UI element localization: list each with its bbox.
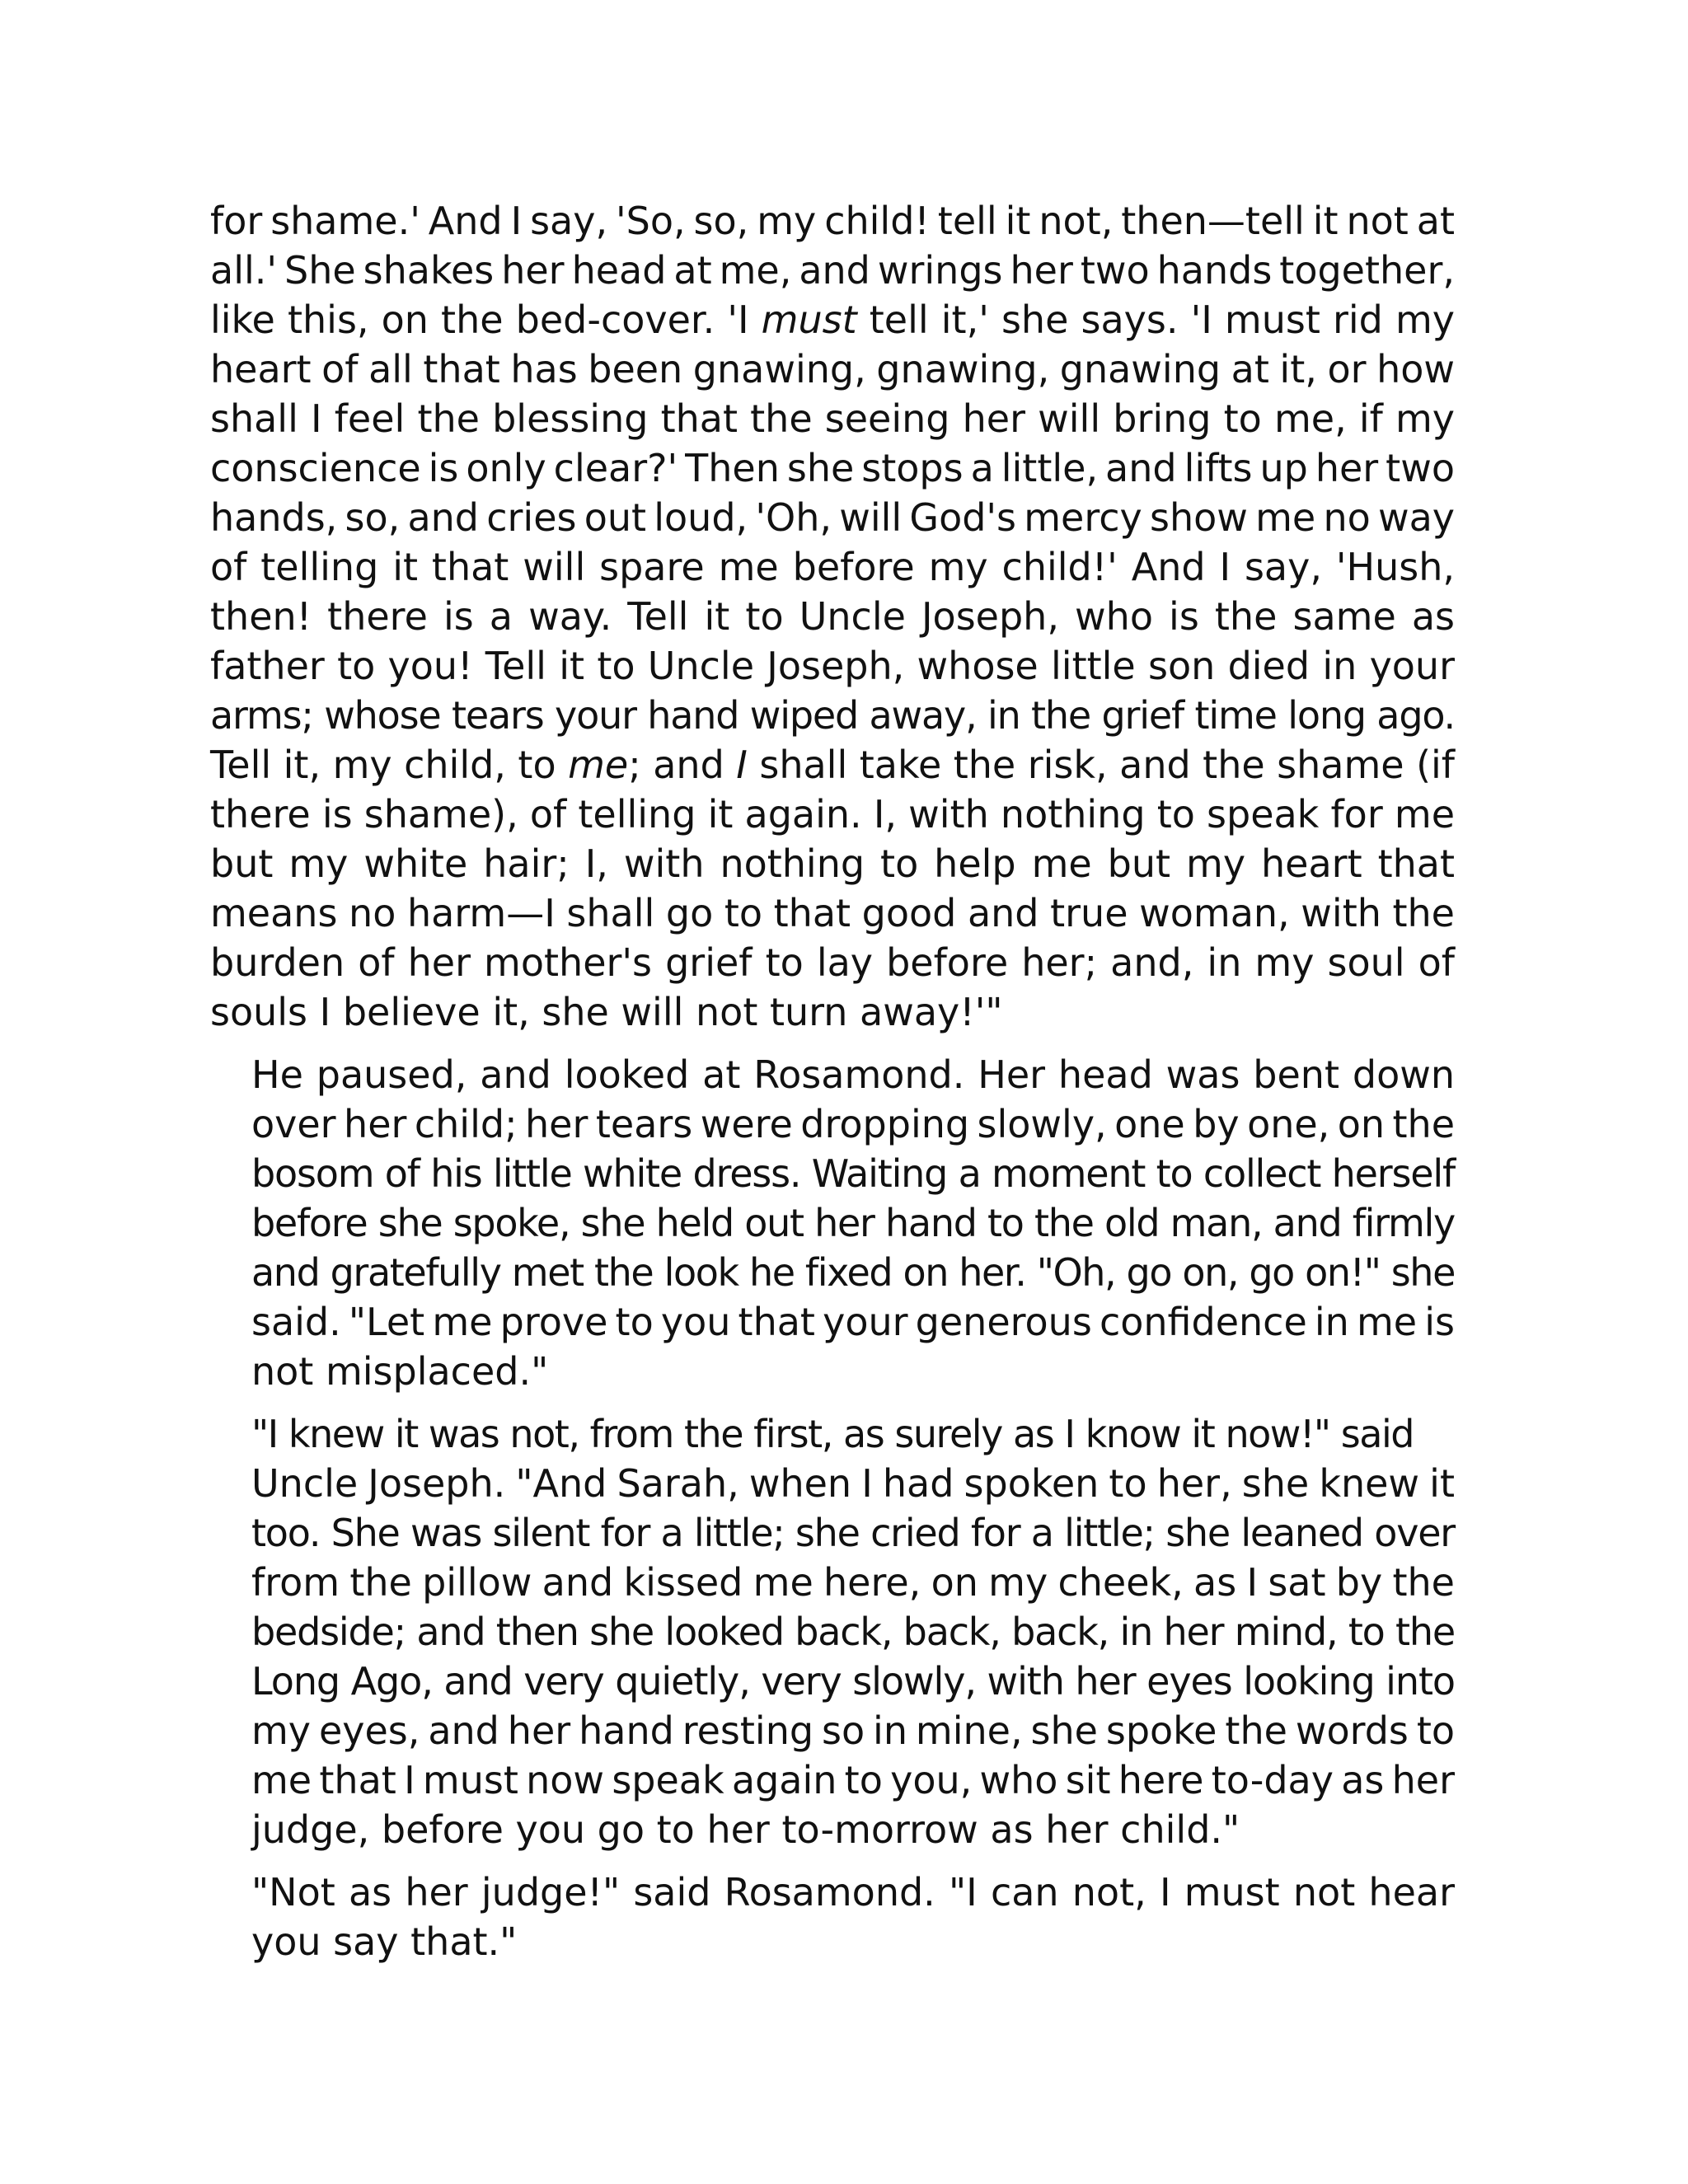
text-line — [210, 1149, 1455, 1198]
text-segment: then! there is a way. Tell it to Uncle Joseph, who is the same as — [210, 594, 1455, 639]
text-line — [210, 691, 1455, 740]
text-segment: and gratefully met the look he fixed on her. "Oh, go on, go on!" she — [251, 1250, 1455, 1295]
text-line — [210, 1347, 1455, 1396]
italic-text: me — [568, 743, 629, 787]
text-segment: but my white hair; I, with nothing to help me but my heart that — [210, 841, 1455, 886]
text-segment: "I knew it was not, from the first, as surely as I know it now!" said — [251, 1412, 1414, 1456]
text-line — [210, 888, 1455, 938]
text-segment: my eyes, and her hand resting so in mine, she spoke the words to — [251, 1708, 1455, 1753]
text-line — [210, 443, 1455, 493]
text-segment: judge, before you go to her to-morrow as her child." — [251, 1807, 1240, 1852]
text-segment: not misplaced." — [251, 1349, 549, 1394]
paragraph — [210, 1868, 1455, 1966]
book-page — [210, 196, 1455, 1980]
text-segment: me that I must now speak again to you, who sit here to-day as her — [251, 1758, 1455, 1802]
text-segment: there is shame), of telling it again. I, with nothing to speak for me — [210, 792, 1455, 837]
text-line — [210, 1868, 1455, 1917]
text-segment: you say that." — [251, 1919, 518, 1964]
text-line — [210, 1198, 1455, 1248]
text-segment: tell it,' she says. 'I must rid my — [856, 298, 1456, 342]
text-segment: arms; whose tears your hand wiped away, in the grief time long ago. — [210, 693, 1455, 738]
text-line — [210, 493, 1455, 542]
text-line — [210, 394, 1455, 443]
text-line — [210, 1099, 1455, 1149]
text-line — [210, 246, 1455, 295]
text-segment: shall I feel the blessing that the seeing her will bring to me, if my — [210, 396, 1455, 441]
text-segment: Uncle Joseph. "And Sarah, when I had spoken to her, she knew it — [251, 1461, 1455, 1506]
text-segment: burden of her mother's grief to lay before her; and, in my soul of — [210, 940, 1455, 985]
text-segment: too. She was silent for a little; she cried for a little; she leaned over — [251, 1511, 1455, 1555]
text-line — [210, 1558, 1455, 1607]
text-line — [210, 1607, 1455, 1657]
text-segment: conscience is only clear?' Then she stops a little, and lifts up her two — [210, 446, 1455, 490]
text-segment: said. "Let me prove to you that your generous confidence in me is — [251, 1300, 1455, 1344]
text-segment: bedside; and then she looked back, back, back, in her mind, to the — [251, 1610, 1455, 1654]
paragraph — [210, 1409, 1455, 1854]
text-line — [210, 1508, 1455, 1558]
text-segment: father to you! Tell it to Uncle Joseph, whose little son died in your — [210, 644, 1455, 688]
text-line — [210, 295, 1455, 344]
italic-text: must — [761, 298, 857, 342]
text-segment: shall take the risk, and the shame (if — [747, 743, 1456, 787]
text-segment: over her child; her tears were dropping slowly, one by one, on the — [251, 1102, 1456, 1146]
text-line — [210, 1050, 1455, 1099]
text-segment: heart of all that has been gnawing, gnawing, gnawing at it, or how — [210, 347, 1455, 391]
text-segment: all.' She shakes her head at me, and wrings her two hands together, — [210, 248, 1455, 293]
text-segment: hands, so, and cries out loud, 'Oh, will God's mercy show me no way — [210, 495, 1456, 540]
text-segment: ; and — [628, 743, 737, 787]
text-line — [210, 1706, 1455, 1755]
text-segment: before she spoke, she held out her hand to the old man, and firmly — [251, 1201, 1455, 1245]
text-line — [210, 1755, 1455, 1805]
text-segment: from the pillow and kissed me here, on my cheek, as I sat by the — [251, 1560, 1455, 1605]
text-segment: "Not as her judge!" said Rosamond. "I can not, I must not hear — [251, 1870, 1455, 1915]
paragraph — [210, 1050, 1455, 1396]
italic-text: I — [736, 743, 748, 787]
text-segment: souls I believe it, she will not turn away!'" — [210, 990, 1003, 1034]
text-line — [210, 592, 1455, 641]
text-line — [210, 1917, 1455, 1966]
text-line — [210, 1297, 1455, 1347]
text-segment: Tell it, my child, to — [210, 743, 569, 787]
text-line — [210, 987, 1455, 1037]
text-line — [210, 1409, 1455, 1459]
text-line — [210, 344, 1455, 394]
text-line — [210, 938, 1455, 987]
text-segment: He paused, and looked at Rosamond. Her head was bent down — [251, 1052, 1455, 1097]
paragraph — [210, 196, 1455, 1037]
text-line — [210, 1459, 1455, 1508]
text-segment: of telling it that will spare me before my child!' And I say, 'Hush, — [210, 545, 1455, 589]
text-segment: bosom of his little white dress. Waiting a moment to collect herself — [251, 1151, 1455, 1196]
text-line — [210, 196, 1455, 246]
text-line — [210, 1657, 1455, 1706]
text-segment: for shame.' And I say, 'So, so, my child! tell it not, then—tell it not at — [210, 199, 1455, 243]
text-segment: like this, on the bed-cover. 'I — [210, 298, 762, 342]
text-line — [210, 1805, 1455, 1854]
text-segment: means no harm—I shall go to that good and true woman, with the — [210, 891, 1455, 935]
text-line — [210, 839, 1455, 888]
text-line — [210, 542, 1455, 592]
text-line — [210, 641, 1455, 691]
text-line — [210, 1248, 1455, 1297]
text-line — [210, 790, 1455, 839]
text-segment: Long Ago, and very quietly, very slowly, with her eyes looking into — [251, 1659, 1455, 1704]
text-line — [210, 740, 1455, 790]
